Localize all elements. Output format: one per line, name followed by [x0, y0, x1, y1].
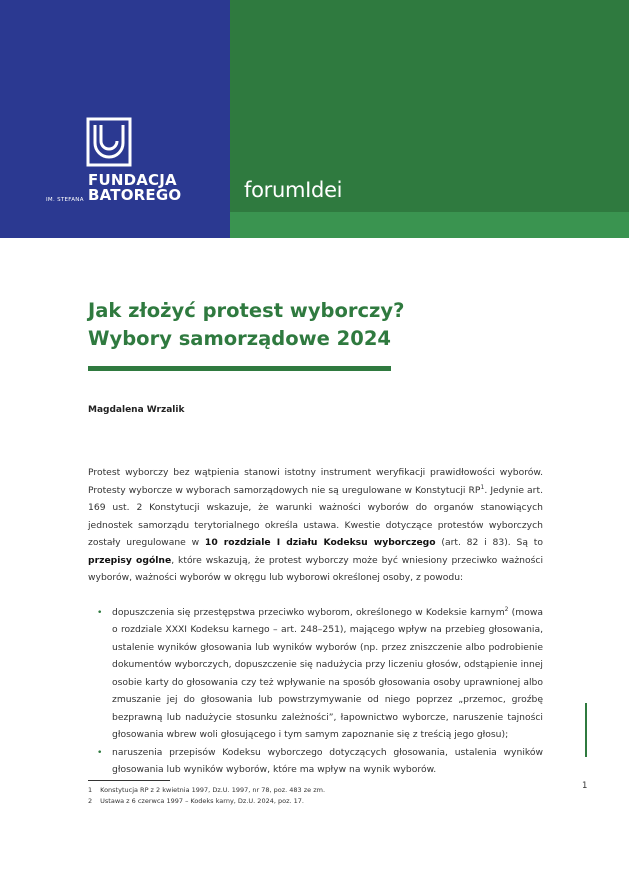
intro-text-2: . Jedynie art. 169 ust. 2 Konstytucji wskazuje, że warunki ważności wyborów do organów stanowiących jednostek samorządu terytorialnego określa ustawa. Kwestie dotyczące protestów wyborczych zostały uregulowane w	[88, 484, 543, 548]
footnote-text: Konstytucja RP z 2 kwietnia 1997, Dz.U. 1997, nr 78, poz. 483 ze zm.	[100, 786, 326, 794]
intro-text-3: (art. 82 i 83). Są to	[435, 537, 543, 548]
footnotes	[88, 785, 325, 807]
footnote-text: Ustawa z 6 czerwca 1997 – Kodeks karny, Dz.U. 2024, poz. 17.	[100, 797, 304, 805]
intro-paragraph	[88, 464, 543, 587]
intro-bold-2: przepisy ogólne	[88, 554, 172, 566]
bullet-2-text: naruszenia przepisów Kodeksu wyborczego dotyczących głosowania, ustalenia wyników głosowania lub wyników wyborów, które ma wpływ na wynik wyborów.	[112, 746, 543, 775]
title-line-1: Jak złożyć protest wyborczy?	[88, 299, 405, 322]
intro-bold-1: 10 rozdziale I działu Kodeksu wyborczego	[204, 537, 436, 548]
footnote-ref-2[interactable]: 2	[504, 605, 509, 613]
footnote-number: 1	[88, 786, 93, 794]
bullet-1-text-a: dopuszczenia się przestępstwa przeciwko wyborom, określonego w Kodeksie karnym	[112, 606, 505, 618]
intro-text-1: Protest wyborczy bez wątpienia stanowi istotny instrument weryfikacji prawidłowości wyborów. Protesty wyborcze w wyborach samorządowych nie są uregulowane w Konstytucji RP	[88, 467, 543, 496]
header-green-panel	[230, 0, 629, 238]
intro-text-4: , które wskazują, że protest wyborczy może być wniesiony przeciwko ważności wyborów, ważności wyborów w okręgu lub wyborowi określonej osoby, z powodu:	[88, 554, 543, 583]
fundacja-batorego-logo-icon	[86, 117, 132, 167]
header-green-strip	[230, 212, 629, 238]
author-name: Magdalena Wrzalik	[88, 405, 185, 415]
document-body	[88, 464, 543, 779]
bullet-1-text-b: (mowa o rozdziale XXXI Kodeksu karnego – art. 248–251), mającego wpływ na przebieg głosowania, ustalenie wyników głosowania lub wyników wyborów (np. przez zniszczenie albo podrobienie dokumentów wyborczych, dopuszczenie się nadużycia przy liczeniu głosów, odstąpienie innej osobie karty do głosowania czy też wpływanie na sposób głosowania osoby uprawnionej albo zmuszanie jej do głosowania lub powstrzymywanie od niego poprzez „przemoc, groźbę bezprawną lub nadużycie stosunku zależności”, łapownictwo wyborcze, naruszenie tajności głosowania wbrew woli głosującego i tym samym zapoznanie się z treścią jego głosu);	[112, 606, 543, 740]
logo-small-text: IM. STEFANA	[46, 197, 84, 203]
forum-idei-logo: forumIdei	[244, 178, 343, 202]
reasons-list	[88, 604, 543, 779]
footnote-2	[88, 796, 325, 807]
logo-line-batorego: BATOREGO	[88, 186, 182, 204]
list-item	[112, 744, 543, 779]
footnote-number: 2	[88, 797, 93, 805]
title-line-2: Wybory samorządowe 2024	[88, 327, 391, 350]
footnote-rule	[88, 780, 170, 781]
document-title	[88, 297, 508, 353]
footnote-1	[88, 785, 325, 796]
side-accent-bar	[585, 703, 587, 757]
footnote-ref-1[interactable]: 1	[480, 483, 485, 491]
title-underline	[88, 366, 391, 371]
list-item	[112, 604, 543, 744]
logo-line-fundacja: FUNDACJA	[88, 171, 177, 189]
page-number: 1	[582, 781, 588, 791]
